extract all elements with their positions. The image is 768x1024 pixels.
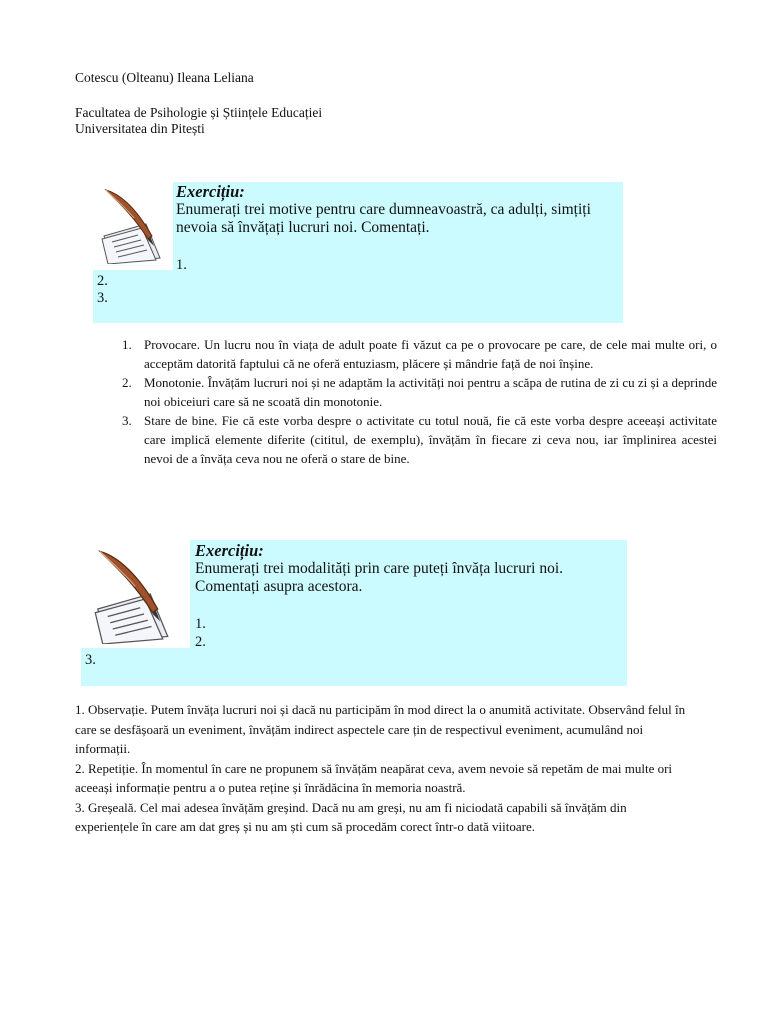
exercise-2-title: Exercițiu: [195,541,264,560]
exercise-1-item-3: 3. [97,290,108,306]
author-name: Cotescu (Olteanu) Ileana Leliana [75,70,254,85]
exercise-1-prompt-line-2: nevoia să învățați lucruri noi. Comentați. [176,219,430,236]
exercise-box-2 [81,540,627,686]
answers-list-1 [122,335,717,468]
exercise-1-title: Exercițiu: [176,182,245,201]
list-item: 3. Greșeală. Cel mai adesea învățăm greșind. Dacă nu am greși, nu am fi niciodată capabili să învățăm din experiențele în care am dat greș și nu am ști cum să procedăm corect într-o dată viitoare. [75,799,627,834]
quill-writing-icon [84,544,184,644]
list-item: 1. Observație. Putem învăța lucruri noi și dacă nu participăm în mod direct la o anumită activitate. Observând felul în care se desfășoară un eveniment, învățăm indirect aspectele care țin de respectivul eveniment, acumulând noi informații. [75,702,686,756]
university-name: Universitatea din Pitești [75,121,205,136]
exercise-1-item-2: 2. [97,273,108,289]
quill-writing-icon [98,184,168,264]
answers-list-2 [75,700,690,837]
exercise-2-prompt-line-1: Enumerați trei modalități prin care puteți învăța lucruri noi. [195,560,563,577]
exercise-2-prompt-line-2: Comentați asupra acestora. [195,578,363,595]
faculty-name: Facultatea de Psihologie și Științele Educației [75,105,323,120]
quill-clipart-area [93,182,173,270]
exercise-2-item-1: 1. [195,616,206,632]
exercise-2-item-2: 2. [195,634,206,650]
exercise-1-item-1: 1. [176,257,187,273]
list-item: Monotonie. Învățăm lucruri noi și ne adaptăm la activități noi pentru a scăpa de rutina de zi cu zi și a deprinde noi obiceiuri care să ne scoată din monotonie. [144,375,717,409]
quill-clipart-area [81,540,190,648]
list-item: Provocare. Un lucru nou în viața de adult poate fi văzut ca pe o provocare pe care, de cele mai multe ori, o acceptăm datorită faptului că ne oferă entuziasm, plăcere și mândrie față de noi înșine. [144,337,717,371]
exercise-box-1 [93,182,623,323]
exercise-2-item-3: 3. [85,652,96,668]
list-item: Stare de bine. Fie că este vorba despre o activitate cu totul nouă, fie că este vorba despre aceeași activitate care implică elemente diferite (cititul, de exemplu), învățăm în fiecare zi ceva nou, iar împlinirea acestei nevoi de a învăța ceva nou ne oferă o stare de bine. [144,413,717,466]
exercise-1-prompt-line-1: Enumerați trei motive pentru care dumneavoastră, ca adulți, simțiți [176,201,591,218]
list-item: 2. Repetiție. În momentul în care ne propunem să învățăm neapărat ceva, avem nevoie să repetăm de mai multe ori aceeași informație pentru a o putea reține și înrădăcina în memoria noastră. [75,760,673,795]
